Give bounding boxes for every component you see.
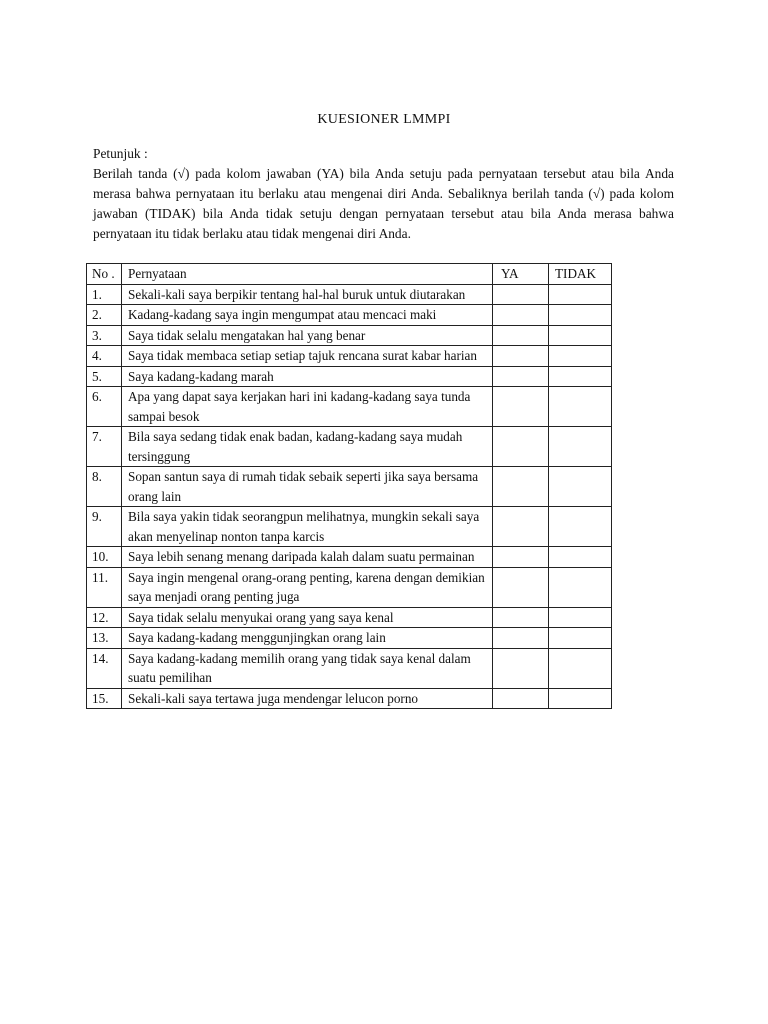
row-statement: Bila saya yakin tidak seorangpun melihatnya, mungkin sekali saya akan menyelinap nonton tanpa karcis	[122, 507, 493, 547]
answer-cell-tidak[interactable]	[549, 467, 612, 507]
answer-cell-ya[interactable]	[493, 346, 549, 367]
row-number: 10.	[87, 547, 122, 568]
row-statement: Saya kadang-kadang marah	[122, 366, 493, 387]
table-row	[87, 346, 612, 367]
answer-cell-tidak[interactable]	[549, 628, 612, 649]
table-row	[87, 547, 612, 568]
answer-cell-ya[interactable]	[493, 567, 549, 607]
answer-cell-tidak[interactable]	[549, 507, 612, 547]
answer-cell-ya[interactable]	[493, 366, 549, 387]
row-statement: Sopan santun saya di rumah tidak sebaik seperti jika saya bersama orang lain	[122, 467, 493, 507]
row-number: 6.	[87, 387, 122, 427]
row-number: 9.	[87, 507, 122, 547]
answer-cell-tidak[interactable]	[549, 648, 612, 688]
answer-cell-ya[interactable]	[493, 305, 549, 326]
header-tidak: TIDAK	[549, 264, 612, 285]
instructions-block	[93, 144, 674, 244]
table-row	[87, 325, 612, 346]
row-statement: Saya tidak membaca setiap setiap tajuk rencana surat kabar harian	[122, 346, 493, 367]
table-header-row	[87, 264, 612, 285]
answer-cell-tidak[interactable]	[549, 567, 612, 607]
instructions-label: Petunjuk :	[93, 146, 148, 161]
row-statement: Saya tidak selalu mengatakan hal yang benar	[122, 325, 493, 346]
table-row	[87, 427, 612, 467]
row-statement: Apa yang dapat saya kerjakan hari ini kadang-kadang saya tunda sampai besok	[122, 387, 493, 427]
row-number: 2.	[87, 305, 122, 326]
answer-cell-ya[interactable]	[493, 547, 549, 568]
table-row	[87, 507, 612, 547]
table-row	[87, 467, 612, 507]
table-row	[87, 688, 612, 709]
row-number: 13.	[87, 628, 122, 649]
row-statement: Kadang-kadang saya ingin mengumpat atau mencaci maki	[122, 305, 493, 326]
row-number: 14.	[87, 648, 122, 688]
answer-cell-ya[interactable]	[493, 688, 549, 709]
row-number: 11.	[87, 567, 122, 607]
table-row	[87, 648, 612, 688]
answer-cell-ya[interactable]	[493, 607, 549, 628]
table-row	[87, 305, 612, 326]
answer-cell-ya[interactable]	[493, 427, 549, 467]
answer-cell-ya[interactable]	[493, 325, 549, 346]
row-number: 3.	[87, 325, 122, 346]
row-statement: Saya kadang-kadang menggunjingkan orang lain	[122, 628, 493, 649]
answer-cell-tidak[interactable]	[549, 366, 612, 387]
table-row	[87, 284, 612, 305]
header-no: No .	[87, 264, 122, 285]
answer-cell-tidak[interactable]	[549, 547, 612, 568]
row-number: 7.	[87, 427, 122, 467]
row-number: 15.	[87, 688, 122, 709]
answer-cell-tidak[interactable]	[549, 427, 612, 467]
answer-cell-ya[interactable]	[493, 387, 549, 427]
row-statement: Saya ingin mengenal orang-orang penting, karena dengan demikian saya menjadi orang penting juga	[122, 567, 493, 607]
row-number: 12.	[87, 607, 122, 628]
row-statement: Sekali-kali saya berpikir tentang hal-hal buruk untuk diutarakan	[122, 284, 493, 305]
table-row	[87, 567, 612, 607]
table-row	[87, 628, 612, 649]
answer-cell-ya[interactable]	[493, 628, 549, 649]
page-title: KUESIONER LMMPI	[317, 112, 451, 127]
answer-cell-tidak[interactable]	[549, 305, 612, 326]
row-statement: Saya tidak selalu menyukai orang yang saya kenal	[122, 607, 493, 628]
row-statement: Bila saya sedang tidak enak badan, kadang-kadang saya mudah tersinggung	[122, 427, 493, 467]
table-row	[87, 387, 612, 427]
row-number: 1.	[87, 284, 122, 305]
row-statement: Saya lebih senang menang daripada kalah dalam suatu permainan	[122, 547, 493, 568]
answer-cell-tidak[interactable]	[549, 387, 612, 427]
row-number: 5.	[87, 366, 122, 387]
answer-cell-ya[interactable]	[493, 284, 549, 305]
header-ya: YA	[493, 264, 549, 285]
answer-cell-tidak[interactable]	[549, 284, 612, 305]
answer-cell-ya[interactable]	[493, 648, 549, 688]
row-number: 4.	[87, 346, 122, 367]
answer-cell-ya[interactable]	[493, 507, 549, 547]
table-row	[87, 607, 612, 628]
header-statement: Pernyataan	[122, 264, 493, 285]
answer-cell-tidak[interactable]	[549, 607, 612, 628]
table-row	[87, 366, 612, 387]
answer-cell-tidak[interactable]	[549, 346, 612, 367]
row-statement: Saya kadang-kadang memilih orang yang tidak saya kenal dalam suatu pemilihan	[122, 648, 493, 688]
row-statement: Sekali-kali saya tertawa juga mendengar lelucon porno	[122, 688, 493, 709]
questionnaire-table	[86, 263, 612, 709]
answer-cell-tidak[interactable]	[549, 325, 612, 346]
answer-cell-tidak[interactable]	[549, 688, 612, 709]
row-number: 8.	[87, 467, 122, 507]
instructions-text: Berilah tanda (√) pada kolom jawaban (YA) bila Anda setuju pada pernyataan tersebut atau bila Anda merasa bahwa pernyataan itu berlaku atau mengenai diri Anda. Sebaliknya berilah tanda (√) pada kolom jawaban (TIDAK) bila Anda tidak setuju dengan pernyataan tersebut atau bila Anda merasa bahwa pernyataan itu tidak berlaku atau tidak mengenai diri Anda.	[93, 166, 674, 241]
answer-cell-ya[interactable]	[493, 467, 549, 507]
table-body	[87, 284, 612, 709]
